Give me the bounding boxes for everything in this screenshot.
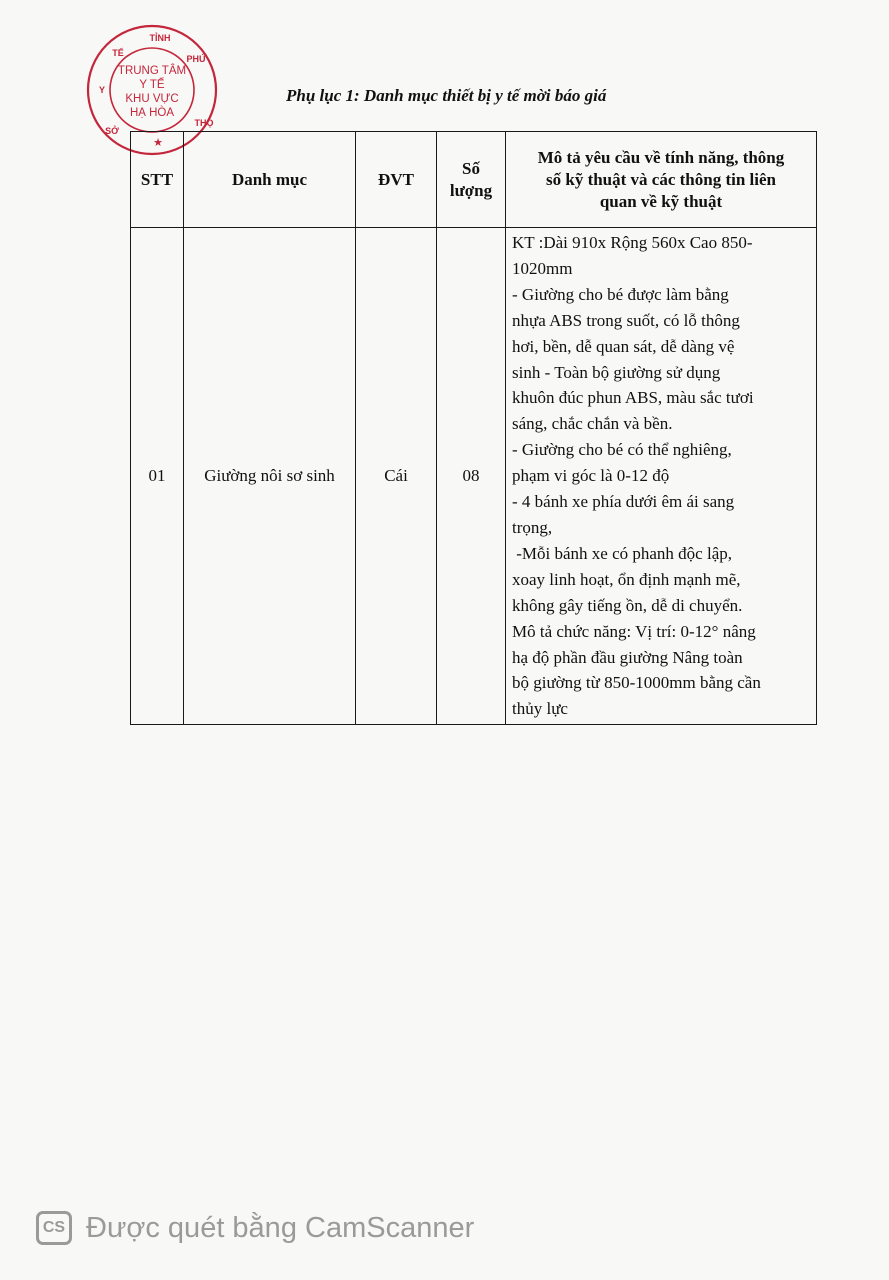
- table-header-row: [131, 132, 817, 228]
- desc-line: hơi, bền, dễ quan sát, dễ dàng vệ: [512, 336, 735, 356]
- header-so-luong: Số lượng: [437, 132, 506, 228]
- desc-line: - Giường cho bé có thể nghiêng,: [512, 440, 732, 460]
- cell-mo-ta: [506, 228, 817, 725]
- desc-line: sáng, chắc chắn và bền.: [512, 414, 673, 434]
- seal-center-text: KHU VỰC: [125, 93, 179, 105]
- desc-line: xoay linh hoạt, ổn định mạnh mẽ,: [512, 569, 741, 589]
- cell-stt: 01: [131, 228, 184, 725]
- desc-line: không gây tiếng ồn, dễ di chuyển.: [512, 595, 743, 615]
- desc-line: - 4 bánh xe phía dưới êm ái sang: [512, 492, 735, 512]
- header-dvt: ĐVT: [356, 132, 437, 228]
- desc-line: phạm vi góc là 0-12 độ: [512, 466, 670, 486]
- camscanner-logo-icon: CS: [36, 1211, 72, 1245]
- seal-center-text: TRUNG TÂM: [117, 65, 187, 77]
- equipment-table: [130, 131, 817, 725]
- camscanner-watermark: [36, 1208, 474, 1248]
- seal-ring-text: SỞ: [105, 126, 119, 136]
- desc-line: trọng,: [512, 517, 553, 537]
- cell-danh-muc: Giường nôi sơ sinh: [184, 228, 356, 725]
- header-stt: STT: [131, 132, 184, 228]
- desc-line: 1020mm: [512, 258, 573, 278]
- desc-line: sinh - Toàn bộ giường sử dụng: [512, 362, 721, 382]
- seal-ring-text: Y: [98, 85, 106, 95]
- cell-dvt: Cái: [356, 228, 437, 725]
- desc-line: bộ giường từ 850-1000mm bằng cần: [512, 673, 761, 693]
- seal-ring-text: PHÚ: [186, 54, 206, 64]
- table-row: [131, 228, 817, 725]
- desc-line: -Mỗi bánh xe có phanh độc lập,: [512, 543, 732, 563]
- seal-ring-text: TỈNH: [149, 33, 171, 43]
- desc-line: KT :Dài 910x Rộng 560x Cao 850-: [512, 233, 753, 252]
- seal-star-icon: ★: [153, 136, 163, 149]
- document-title: Phụ lục 1: Danh mục thiết bị y tế mời báo giá: [286, 86, 607, 105]
- seal-center-text: Y TẾ: [139, 79, 165, 91]
- desc-line: thủy lực: [512, 699, 568, 719]
- desc-line: khuôn đúc phun ABS, màu sắc tươi: [512, 388, 754, 408]
- desc-line: nhựa ABS trong suốt, có lỗ thông: [512, 310, 740, 330]
- header-danh-muc: Danh mục: [184, 132, 356, 228]
- header-mo-ta: Mô tả yêu cầu về tính năng, thông số kỹ thuật và các thông tin liên quan về kỹ thuật: [506, 132, 817, 228]
- seal-ring-text: THỌ: [194, 118, 214, 128]
- cell-so-luong: 08: [437, 228, 506, 725]
- seal-center-text: HẠ HÒA: [129, 107, 175, 119]
- desc-line: hạ độ phần đầu giường Nâng toàn: [512, 647, 743, 667]
- seal-ring-text: TẾ: [112, 48, 124, 58]
- watermark-text: Được quét bằng CamScanner: [86, 1211, 475, 1244]
- desc-line: Mô tả chức năng: Vị trí: 0-12° nâng: [512, 621, 756, 641]
- desc-line: - Giường cho bé được làm bằng: [512, 284, 729, 304]
